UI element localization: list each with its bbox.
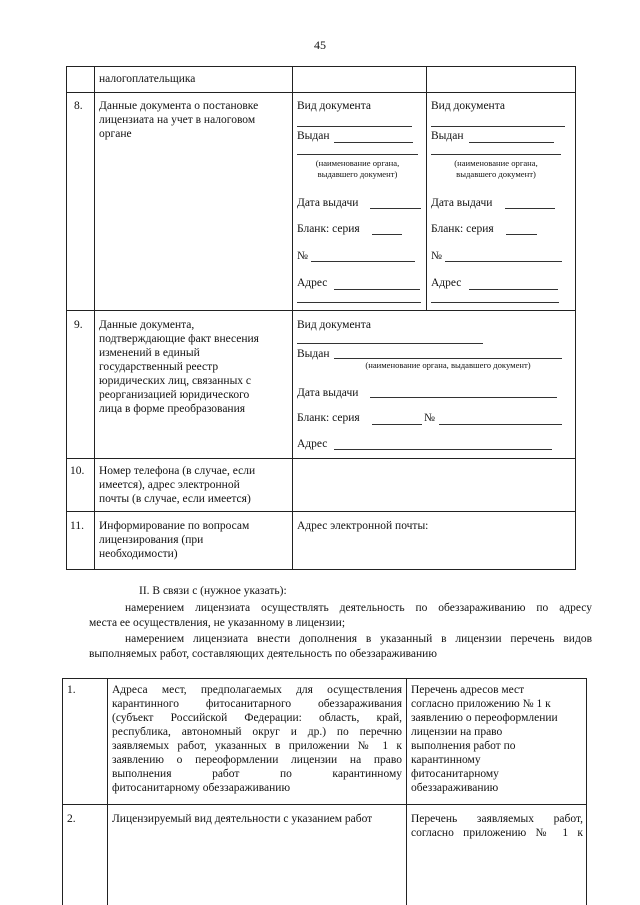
row10-number: 10.: [70, 465, 85, 477]
table-line: [107, 678, 108, 905]
doc-type-label: Вид документа: [297, 100, 371, 112]
number-field: [445, 261, 562, 262]
issuer-note: (наименование органа, выдавшего документ): [454, 158, 538, 179]
issue-date-label: Дата выдачи: [431, 197, 493, 209]
address-label: Адрес: [297, 277, 328, 289]
address-label: Адрес: [297, 438, 328, 450]
row10-title: Номер телефона (в случае, если имеется), адрес электронной почты (в случае, если имеется): [99, 465, 256, 505]
issued-label: Выдан: [431, 130, 464, 142]
table-line: [66, 66, 576, 67]
issuer-field: [431, 154, 561, 155]
address-field-2: [431, 302, 559, 303]
table-line: [62, 678, 587, 679]
number-label: №: [424, 412, 435, 424]
paragraph-1-line-2: места ее осуществления, не указанному в лицензии;: [89, 617, 346, 629]
issued-label: Выдан: [297, 348, 330, 360]
issued-field: [334, 358, 562, 359]
row2-reference: Перечень заявляемых работ, согласно приложению № 1 к: [411, 813, 583, 839]
page-number: 45: [314, 38, 326, 52]
row9-number: 9.: [74, 319, 83, 331]
section-heading: II. В связи с (нужное указать):: [139, 585, 287, 597]
form-series-field: [506, 234, 537, 235]
issued-field: [469, 142, 554, 143]
form-series-field: [372, 234, 402, 235]
table-line: [426, 66, 427, 310]
number-label: №: [431, 250, 442, 262]
issued-label: Выдан: [297, 130, 330, 142]
form-series-field: [372, 424, 422, 425]
number-label: №: [297, 250, 308, 262]
row2-number: 2.: [67, 813, 76, 825]
table-line: [406, 678, 407, 905]
issue-date-label: Дата выдачи: [297, 197, 359, 209]
doc-type-label: Вид документа: [297, 319, 371, 331]
row2-description: Лицензируемый вид деятельности с указанием работ: [112, 813, 373, 825]
paragraph-2-line-1: намерением лицензиата внести дополнения в указанный в лицензии перечень видов: [125, 633, 592, 645]
email-address-label: Адрес электронной почты:: [297, 520, 429, 532]
address-field: [334, 449, 552, 450]
doc-type-field: [297, 126, 412, 127]
table-line: [66, 310, 576, 311]
doc-type-label: Вид документа: [431, 100, 505, 112]
address-field-2: [297, 302, 421, 303]
table-line: [62, 678, 63, 905]
table-line: [292, 66, 293, 569]
row-continuation-text: налогоплательщика: [99, 73, 196, 85]
address-field: [334, 289, 420, 290]
issue-date-field: [370, 397, 557, 398]
issue-date-field: [370, 208, 421, 209]
issuer-note: (наименование органа, выдавшего документ): [365, 360, 531, 370]
table-line: [94, 66, 95, 569]
row9-title: Данные документа, подтверждающие факт внесения изменений в единый государственный реестр юридических лиц, связанных с реорганизацией юридического лица в форме преобразования: [99, 319, 259, 415]
form-series-label: Бланк: серия: [431, 223, 494, 235]
address-field: [469, 289, 558, 290]
table-line: [66, 569, 576, 570]
row1-number: 1.: [67, 684, 76, 696]
doc-type-field: [297, 343, 483, 344]
table-line: [575, 66, 576, 569]
row8-title: Данные документа о постановке лицензиата на учет в налоговом органе: [99, 100, 259, 140]
address-label: Адрес: [431, 277, 462, 289]
table-line: [586, 678, 587, 905]
issuer-note: (наименование органа, выдавшего документ): [315, 158, 400, 179]
issuer-field: [297, 154, 418, 155]
table-line: [66, 458, 576, 459]
number-field: [439, 424, 562, 425]
table-line: [62, 804, 587, 805]
paragraph-1-line-1: намерением лицензиата осуществлять деятельность по обеззараживанию по адресу: [125, 602, 592, 614]
paragraph-2-line-2: выполняемых работ, составляющих деятельность по обеззараживанию: [89, 648, 437, 660]
issued-field: [334, 142, 413, 143]
row11-title: Информирование по вопросам лицензирования (при необходимости): [99, 520, 250, 560]
table-line: [66, 92, 576, 93]
number-field: [311, 261, 415, 262]
row8-number: 8.: [74, 100, 83, 112]
table-line: [66, 511, 576, 512]
doc-type-field: [431, 126, 565, 127]
row1-reference: Перечень адресов мест согласно приложению № 1 к заявлению о переоформлении лицензии на право выполнения работ по карантинному фитосанитарному обеззараживанию: [411, 684, 558, 794]
row1-description: Адреса мест, предполагаемых для осуществления карантинного фитосанитарного обеззараживания (субъект Российской Федерации: область, край, республика, автономный округ и др.) по перечню заявляемых работ, указанных в приложении № 1 к заявлению о переоформлении лицензии на право выполнения работ по карантинному фитосанитарному обеззараживанию: [112, 684, 402, 794]
issue-date-label: Дата выдачи: [297, 387, 359, 399]
form-series-label: Бланк: серия: [297, 412, 360, 424]
row11-number: 11.: [70, 520, 84, 532]
form-series-label: Бланк: серия: [297, 223, 360, 235]
issue-date-field: [505, 208, 555, 209]
table-line: [66, 66, 67, 569]
